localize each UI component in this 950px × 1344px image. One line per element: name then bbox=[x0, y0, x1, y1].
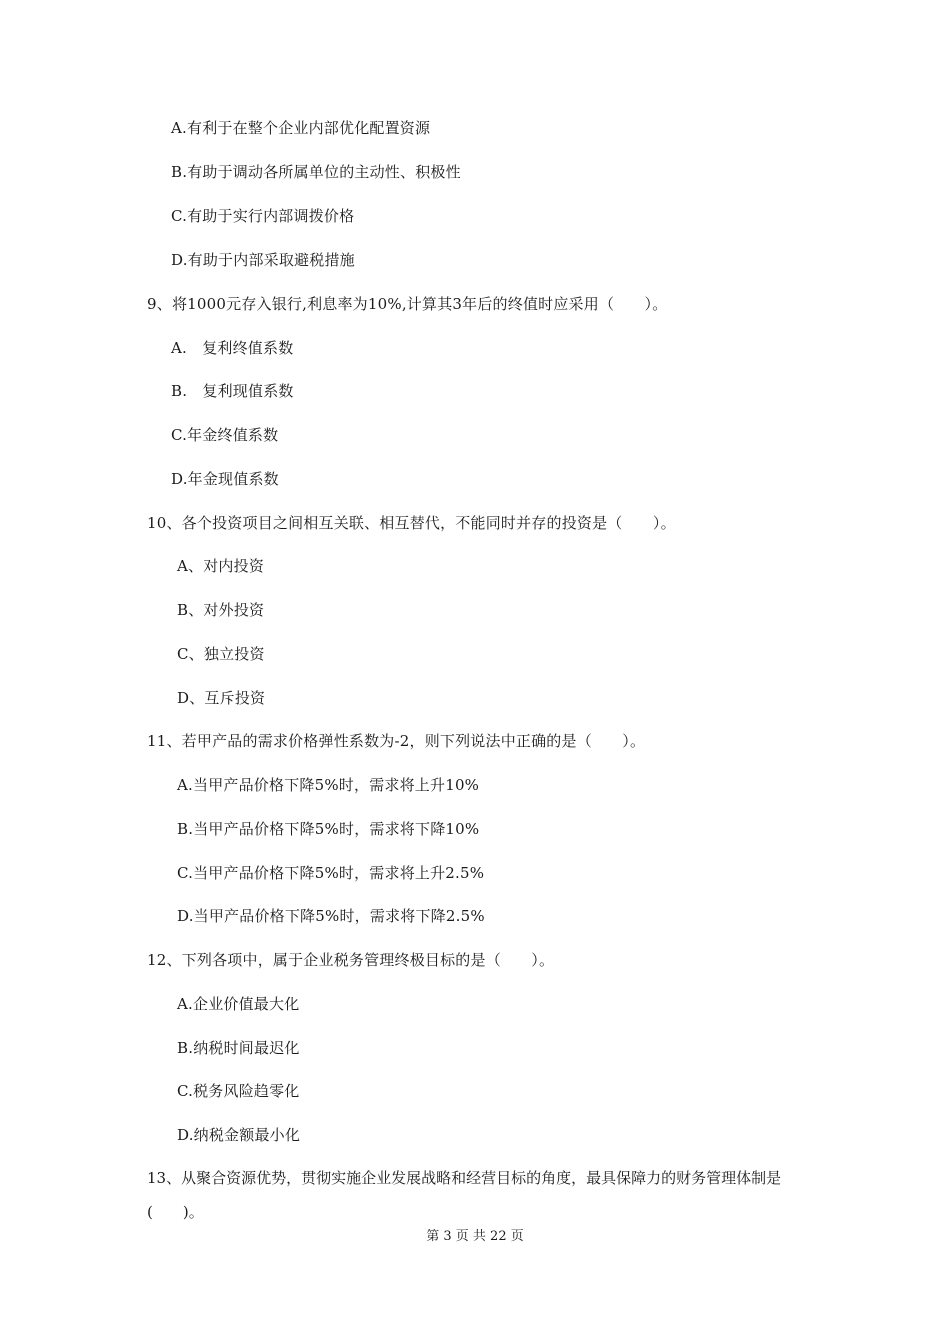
q12-option-d: D.纳税金额最小化 bbox=[177, 1126, 301, 1144]
question-12: 12、下列各项中，属于企业税务管理终极目标的是（ ）。 bbox=[147, 951, 555, 969]
q12-option-b: B.纳税时间最迟化 bbox=[177, 1039, 300, 1057]
q10-option-a: A、对内投资 bbox=[177, 557, 265, 575]
q10-option-b: B、对外投资 bbox=[177, 601, 265, 619]
q8-option-c: C.有助于实行内部调拨价格 bbox=[171, 207, 355, 225]
q11-option-b: B.当甲产品价格下降5%时，需求将下降10% bbox=[177, 820, 480, 838]
question-11: 11、若甲产品的需求价格弹性系数为-2，则下列说法中正确的是（ ）。 bbox=[147, 732, 646, 750]
q9-option-d: D.年金现值系数 bbox=[171, 470, 279, 488]
question-10: 10、各个投资项目之间相互关联、相互替代，不能同时并存的投资是（ ）。 bbox=[147, 514, 676, 532]
q11-option-a: A.当甲产品价格下降5%时，需求将上升10% bbox=[177, 776, 480, 794]
q11-option-c: C.当甲产品价格下降5%时，需求将上升2.5% bbox=[177, 864, 485, 882]
question-9: 9、将1000元存入银行,利息率为10%,计算其3年后的终值时应采用（ ）。 bbox=[147, 295, 668, 313]
question-13: 13、从聚合资源优势，贯彻实施企业发展战略和经营目标的角度，最具保障力的财务管理体制是( )。 bbox=[147, 1169, 782, 1221]
page-number: 第 3 页 共 22 页 bbox=[426, 1229, 524, 1244]
q9-option-c: C.年金终值系数 bbox=[171, 426, 279, 444]
q8-option-a: A.有利于在整个企业内部优化配置资源 bbox=[171, 119, 431, 137]
q10-option-c: C、独立投资 bbox=[177, 645, 265, 663]
q10-option-d: D、互斥投资 bbox=[177, 689, 266, 707]
q9-option-b: B. 复利现值系数 bbox=[171, 382, 294, 400]
q12-option-a: A.企业价值最大化 bbox=[177, 995, 300, 1013]
q8-option-b: B.有助于调动各所属单位的主动性、积极性 bbox=[171, 163, 461, 181]
q8-option-d: D.有助于内部采取避税措施 bbox=[171, 251, 355, 269]
q11-option-d: D.当甲产品价格下降5%时，需求将下降2.5% bbox=[177, 907, 485, 925]
q12-option-c: C.税务风险趋零化 bbox=[177, 1082, 300, 1100]
q9-option-a: A. 复利终值系数 bbox=[171, 339, 294, 357]
